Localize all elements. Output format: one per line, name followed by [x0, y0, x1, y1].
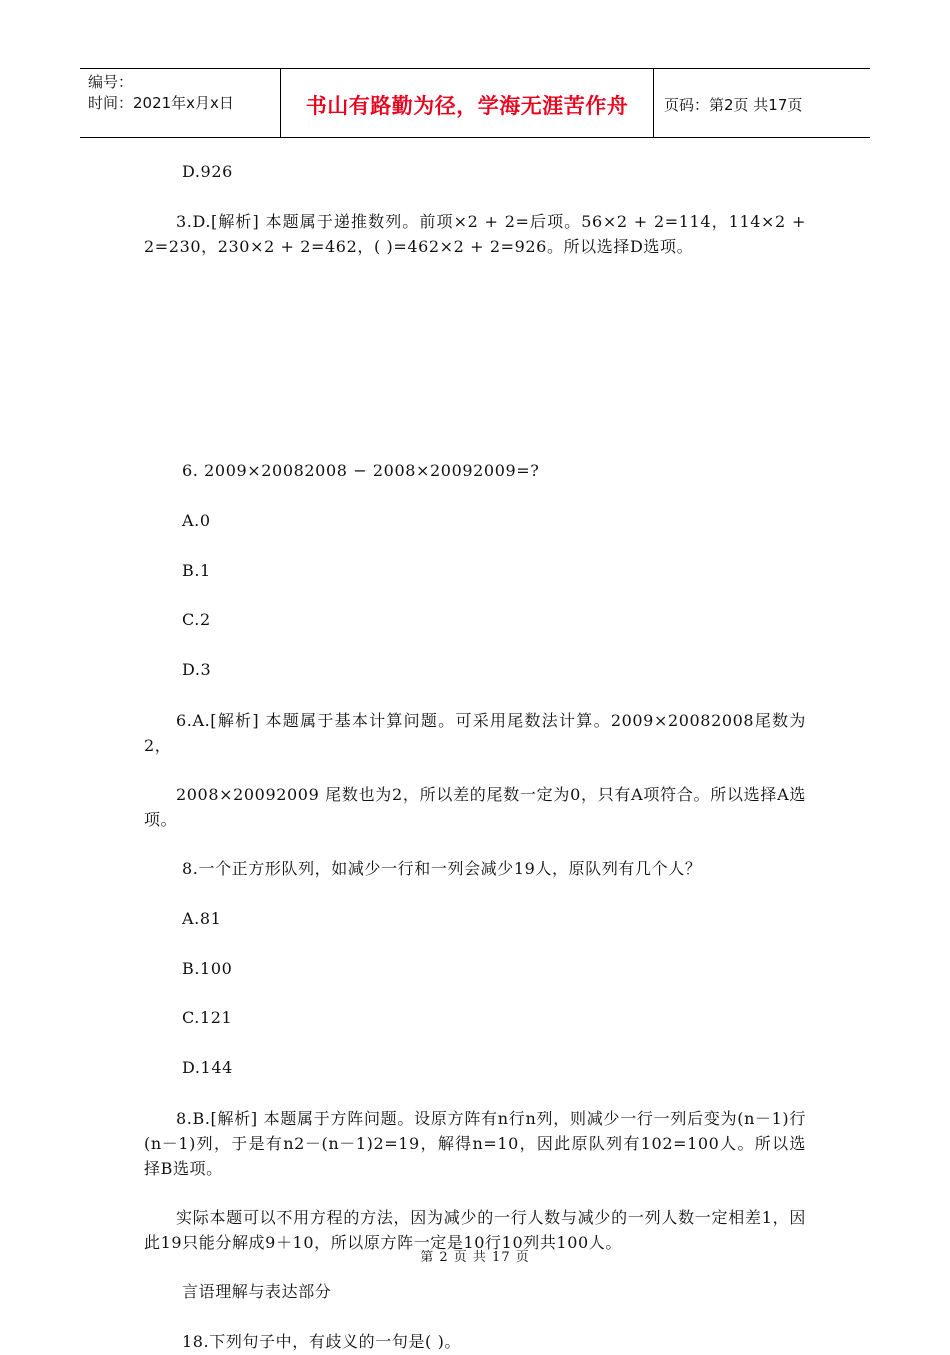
q6-option-b: B.1: [182, 561, 211, 580]
page-footer: 第 2 页 共 17 页: [420, 1250, 530, 1265]
q6-option-c: C.2: [182, 610, 211, 629]
page-header: [80, 68, 870, 138]
q8-answer-part2: 实际本题可以不用方程的方法，因为减少的一行人数与减少的一列人数一定相差1，因此19只能分解成9＋10，所以原方阵一定是10行10列共100人。: [144, 1208, 806, 1252]
q8-answer-part1: 8.B.[解析] 本题属于方阵问题。设原方阵有n行n列，则减少一行一列后变为(n－1)行(n－1)列，于是有n2－(n－1)2=19，解得n=10，因此原队列有102=100人。所以选择B选项。: [144, 1109, 806, 1178]
q6-question: 6. 2009×20082008 − 2008×20092009=?: [182, 461, 540, 480]
q6-option-d: D.3: [182, 660, 212, 679]
q6-answer-part2: 2008×20092009 尾数也为2，所以差的尾数一定为0，只有A项符合。所以选择A选项。: [144, 785, 806, 829]
document-number-label: 编号：: [88, 73, 134, 91]
q3-option-d: D.926: [182, 162, 233, 181]
q8-option-d: D.144: [182, 1058, 233, 1077]
q3-answer: 3.D.[解析] 本题属于递推数列。前项×2 + 2=后项。56×2 + 2=114，114×2 + 2=230，230×2 + 2=462，( )=462×2 + 2=926。所以选择D选项。: [144, 212, 806, 256]
header-page-info: 页码：第2页 共17页: [664, 96, 803, 114]
q6-answer-part1: 6.A.[解析] 本题属于基本计算问题。可采用尾数法计算。2009×20082008尾数为2，: [144, 711, 806, 755]
section-title: 言语理解与表达部分: [182, 1282, 332, 1301]
header-meta: [80, 69, 281, 137]
document-date: 时间：2021年x月x日: [88, 94, 234, 112]
header-motto: 书山有路勤为径，学海无涯苦作舟: [281, 69, 654, 137]
q6-option-a: A.0: [182, 511, 211, 530]
q18-question: 18.下列句子中，有歧义的一句是( )。: [182, 1332, 462, 1351]
q8-option-a: A.81: [182, 909, 222, 928]
q8-question: 8.一个正方形队列，如减少一行和一列会减少19人，原队列有几个人？: [182, 859, 702, 878]
q8-option-c: C.121: [182, 1008, 233, 1027]
q8-option-b: B.100: [182, 959, 233, 978]
